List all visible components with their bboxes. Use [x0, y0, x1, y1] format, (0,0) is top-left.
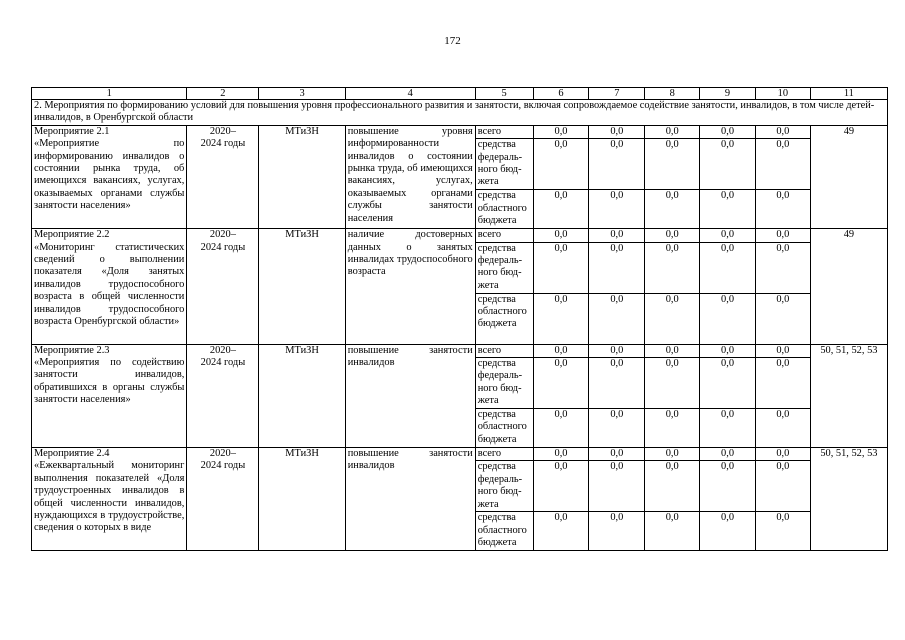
measure-description: «Мероприятие по информированию инвалидов о состоянии рынка труда, об имеющихся вакансиях, услугах, оказываемых органами службы занятости населения» [34, 138, 185, 212]
indicator-numbers: 49 [810, 229, 887, 344]
measure-executor: МТиЗН [259, 125, 345, 228]
funding-value: 0,0 [645, 448, 700, 461]
measure-subrow [32, 344, 888, 357]
funding-value: 0,0 [533, 344, 589, 357]
column-number: 7 [589, 88, 645, 100]
section-row [32, 100, 888, 126]
funding-value: 0,0 [533, 358, 589, 409]
measure-result: повышение занятости инвалидов [345, 448, 475, 551]
funding-value: 0,0 [589, 242, 645, 293]
funding-value: 0,0 [755, 229, 810, 242]
funding-source: всего [475, 344, 533, 357]
funding-value: 0,0 [589, 139, 645, 190]
indicator-numbers: 50, 51, 52, 53 [810, 448, 887, 551]
column-number: 9 [700, 88, 756, 100]
funding-value: 0,0 [589, 229, 645, 242]
measure-years: 2020– 2024 годы [187, 125, 259, 228]
funding-value: 0,0 [589, 293, 645, 344]
measure-description: «Мониторинг статистических сведений о выполнении показателя «Доля занятых инвалидов трудоспособного возраста в общей численности инвалидов трудоспособного возраста Оренбургской области» [34, 241, 185, 328]
funding-value: 0,0 [755, 242, 810, 293]
funding-source: средства федераль- ного бюд- жета [475, 139, 533, 190]
funding-value: 0,0 [533, 229, 589, 242]
funding-value: 0,0 [755, 358, 810, 409]
column-number: 2 [187, 88, 259, 100]
funding-value: 0,0 [533, 448, 589, 461]
measure-executor: МТиЗН [259, 229, 345, 344]
measure-executor: МТиЗН [259, 448, 345, 551]
funding-value: 0,0 [700, 409, 756, 448]
funding-source: всего [475, 125, 533, 138]
measure-title: Мероприятие 2.1 [34, 125, 110, 137]
funding-value: 0,0 [533, 512, 589, 551]
measure-title: Мероприятие 2.4 [34, 448, 110, 460]
measure-subrow [32, 448, 888, 461]
funding-value: 0,0 [645, 125, 700, 138]
funding-value: 0,0 [533, 293, 589, 344]
funding-value: 0,0 [755, 139, 810, 190]
funding-value: 0,0 [700, 190, 756, 229]
funding-value: 0,0 [700, 344, 756, 357]
funding-value: 0,0 [755, 125, 810, 138]
funding-source: всего [475, 229, 533, 242]
funding-source: средства областного бюджета [475, 293, 533, 344]
funding-value: 0,0 [755, 461, 810, 512]
funding-value: 0,0 [645, 409, 700, 448]
funding-value: 0,0 [589, 461, 645, 512]
funding-value: 0,0 [533, 242, 589, 293]
funding-value: 0,0 [645, 139, 700, 190]
funding-value: 0,0 [645, 190, 700, 229]
column-number: 6 [533, 88, 589, 100]
funding-value: 0,0 [589, 125, 645, 138]
funding-source: всего [475, 448, 533, 461]
funding-value: 0,0 [645, 293, 700, 344]
funding-value: 0,0 [533, 190, 589, 229]
measure-title: Мероприятие 2.3 [34, 344, 110, 356]
funding-value: 0,0 [589, 512, 645, 551]
measure-executor: МТиЗН [259, 344, 345, 447]
funding-value: 0,0 [755, 293, 810, 344]
funding-source: средства федераль- ного бюд- жета [475, 358, 533, 409]
funding-value: 0,0 [700, 448, 756, 461]
measure-subrow [32, 125, 888, 138]
funding-value: 0,0 [645, 358, 700, 409]
funding-value: 0,0 [700, 512, 756, 551]
funding-value: 0,0 [645, 242, 700, 293]
indicator-numbers: 49 [810, 125, 887, 228]
funding-value: 0,0 [755, 190, 810, 229]
funding-value: 0,0 [755, 409, 810, 448]
measure-years: 2020– 2024 годы [187, 229, 259, 344]
funding-value: 0,0 [645, 461, 700, 512]
funding-value: 0,0 [700, 293, 756, 344]
funding-value: 0,0 [589, 448, 645, 461]
measure-name-cell [32, 229, 187, 344]
measure-description: «Ежеквартальный мониторинг выполнения показателей «Доля трудоустроенных инвалидов в общей численности инвалидов, нуждающихся в трудоустройстве, сведения о которых в виде [34, 460, 185, 534]
measure-result: повышение занятости инвалидов [345, 344, 475, 447]
funding-source: средства областного бюджета [475, 409, 533, 448]
funding-value: 0,0 [755, 448, 810, 461]
measure-years: 2020– 2024 годы [187, 448, 259, 551]
funding-value: 0,0 [533, 461, 589, 512]
funding-value: 0,0 [700, 229, 756, 242]
funding-value: 0,0 [700, 125, 756, 138]
funding-value: 0,0 [589, 409, 645, 448]
column-number: 8 [645, 88, 700, 100]
funding-value: 0,0 [700, 139, 756, 190]
column-number-row [32, 88, 888, 100]
funding-value: 0,0 [533, 409, 589, 448]
measures-table [31, 87, 888, 551]
funding-value: 0,0 [645, 229, 700, 242]
funding-value: 0,0 [589, 358, 645, 409]
funding-value: 0,0 [645, 344, 700, 357]
funding-value: 0,0 [700, 242, 756, 293]
funding-source: средства федераль- ного бюд- жета [475, 242, 533, 293]
column-number: 1 [32, 88, 187, 100]
section-title: 2. Мероприятия по формированию условий для повышения уровня профессионального развития и занятости, включая сопровождаемое содействие занятости, инвалидов, в том числе детей-инвалидов, в Оренбургской области [32, 100, 888, 126]
funding-value: 0,0 [700, 358, 756, 409]
funding-value: 0,0 [755, 344, 810, 357]
measure-name-cell [32, 448, 187, 551]
funding-value: 0,0 [589, 344, 645, 357]
funding-value: 0,0 [645, 512, 700, 551]
funding-value: 0,0 [533, 139, 589, 190]
measure-name-cell [32, 344, 187, 447]
column-number: 3 [259, 88, 345, 100]
funding-value: 0,0 [700, 461, 756, 512]
funding-source: средства федераль- ного бюд- жета [475, 461, 533, 512]
measure-title: Мероприятие 2.2 [34, 229, 110, 241]
measure-years: 2020– 2024 годы [187, 344, 259, 447]
column-number: 4 [345, 88, 475, 100]
funding-source: средства областного бюджета [475, 512, 533, 551]
column-number: 10 [755, 88, 810, 100]
measure-subrow [32, 229, 888, 242]
funding-source: средства областного бюджета [475, 190, 533, 229]
funding-value: 0,0 [589, 190, 645, 229]
column-number: 11 [810, 88, 887, 100]
measure-result: повышение уровня информированности инвалидов о состоянии рынка труда, об имеющихся вакансиях, услугах, оказываемых органами службы занятости населения [345, 125, 475, 228]
measure-name-cell [32, 125, 187, 228]
funding-value: 0,0 [755, 512, 810, 551]
measure-description: «Мероприятия по содействию занятости инвалидов, обратившихся в органы службы занятости населения» [34, 357, 185, 406]
measure-result: наличие достоверных данных о занятых инвалидах трудоспособного возраста [345, 229, 475, 344]
funding-value: 0,0 [533, 125, 589, 138]
column-number: 5 [475, 88, 533, 100]
indicator-numbers: 50, 51, 52, 53 [810, 344, 887, 447]
page-number: 172 [444, 35, 461, 47]
